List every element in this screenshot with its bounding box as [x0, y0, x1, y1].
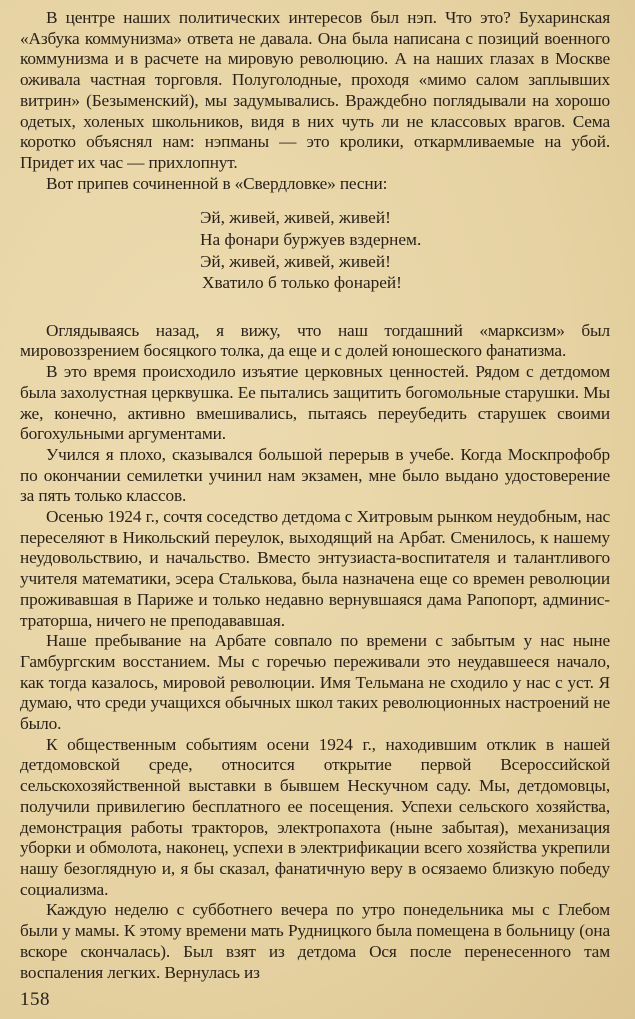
verse-line: Хватило б только фонарей!	[202, 273, 402, 293]
paragraph-study: Учился я плохо, сказывался большой перерыв в учебе. Когда Москпрофобр по окончании семилетки учинил нам экзамен, мне было выдано удостоверение за пять только классов.	[20, 444, 610, 506]
song-verse	[200, 207, 610, 293]
paragraph-weekends: Каждую неделю с субботнего вечера по утро понедельника мы с Глебом были у мамы. К этому времени мать Рудницкого была помещена в больницу (она вскоре скончалась). Был взят из детдома Ося после перенесенного там воспаления легких. Вернулась из	[20, 900, 610, 982]
page-number: 158	[20, 989, 50, 1010]
verse-line: Эй, живей, живей, живей!	[200, 208, 391, 228]
paragraph-church: В это время происходило изъятие церковных ценностей. Рядом с детдомом была захолустная церквушка. Ее пытались защитить богомольные старушки. Мы же, конечно, активно вмешивались, пытаясь переубедить старушек своими богохульными аргументами.	[20, 362, 610, 444]
verse-line: На фонари буржуев вздернем.	[200, 229, 422, 249]
verse-line: Эй, живей, живей, живей!	[200, 251, 391, 271]
paragraph-hamburg: Наше пребывание на Арбате совпало по времени с забытым у нас ныне Гамбургским восстанием. Мы с горечью переживали это неудавшееся начало, как тогда казалось, мировой революции. Имя Тельмана не сходило у нас с уст. Я думаю, что среди учащихся обычных школ таких революционных настроений не было.	[20, 631, 610, 734]
paragraph-exhibition: К общественным событиям осени 1924 г., находившим отклик в нашей детдомовской среде, относится открытие первой Всероссийской сельскохозяйственной выставки в бывшем Нескучном саду. Мы, детдомовцы, получили привилегию бесплатного ее посещения. Успехи сельского хозяйства, демонстрация работы тракторов, электропахота (ныне забытая), механизация уборки и обмолота, наконец, успехи в электрификации всего хозяйства укрепили нашу безоглядную и, я бы сказал, фанатичную веру в осязаемо близкую победу социализма.	[20, 734, 610, 899]
paragraph-arbat: Осенью 1924 г., сочтя соседство детдома с Хитровым рынком неудобным, нас переселяют в Никольский переулок, выходящий на Арбат. Сменилось, к нашему неудовольствию, и начальство. Вместо энтузиаста-воспитателя и талантливого учителя математики, эсера Сталькова, была назначена еще со времен революции проживавшая в Париже и только недавно вернувшаяся дама Рапопорт, администраторша, ничего не преподававшая.	[20, 507, 610, 630]
page-body	[20, 8, 610, 983]
paragraph-nep: В центре наших политических интересов был нэп. Что это? Бухаринская «Азбука коммунизма» ответа не давала. Она была написана с позиций военного коммунизма и в расчете на мировую революцию. А на наших глазах в Москве оживала частная торговля. Полуголодные, проходя «мимо салом заплывших витрин» (Безыменский), мы задумывались. Враждебно поглядывали на хорошо одетых, холеных школьников, видя в них чуть ли не классовых врагов. Сема коротко объяснял нам: нэпманы — это кролики, откармливаемые на убой. Придет их час — прихлопнут.	[20, 8, 610, 172]
paragraph-marxism: Оглядываясь назад, я вижу, что наш тогдашний «марксизм» был мировоззрением босяцкого толка, да еще и с долей юношеского фанатизма.	[20, 320, 610, 361]
paragraph-song-intro: Вот припев сочиненной в «Свердловке» песни:	[46, 173, 388, 193]
